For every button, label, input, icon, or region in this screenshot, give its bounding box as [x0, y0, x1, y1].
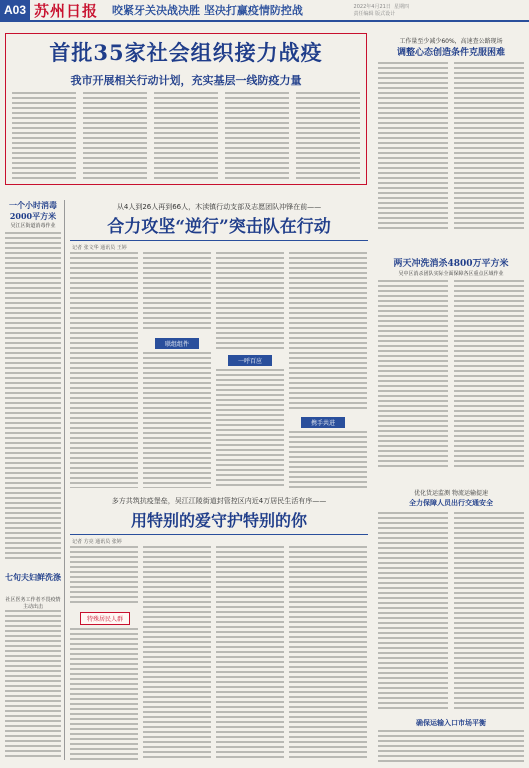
- lower-headline: 用特别的爱守护特别的你: [130, 511, 307, 530]
- right-top-body-2: [454, 62, 524, 232]
- left-column-body-1: [5, 232, 61, 562]
- page-number: A03: [0, 0, 30, 21]
- lead-body-col-4: [225, 92, 289, 180]
- left-column-divider: [64, 200, 65, 760]
- right-lower-headline: 全力保障人员出行交通安全: [409, 498, 493, 507]
- middle-byline: 记者 张文华 通讯员 王婷: [72, 245, 127, 251]
- bottom-right-headline: 确保运输入口市场平衡: [416, 718, 486, 727]
- right-lower-body-1: [378, 512, 448, 712]
- middle-body-col-4: [289, 252, 367, 412]
- right-lower-kicker: 优化货运监测 物流运输提速: [414, 490, 488, 497]
- middle-body-col-4b: [289, 431, 367, 488]
- middle-body-col-3b: [216, 369, 284, 488]
- middle-body-col-2b: [143, 352, 211, 488]
- right-mid-headline: 两天冲洗消杀4800万平方米: [393, 259, 509, 269]
- left-column-subheadline-2: 社区医务工作者不畏疫情主动出击: [5, 597, 61, 610]
- lower-body-col-1: [70, 546, 138, 606]
- left-column-headline-2: 七旬夫妇鲜洗涤: [5, 572, 61, 582]
- lead-body-col-2: [83, 92, 147, 180]
- middle-tag-1: 联组组件: [155, 338, 199, 349]
- dateline: 2022年4月21日 星期四 责任编辑 版式设计: [353, 4, 409, 17]
- lower-headline-rule: [70, 534, 368, 535]
- bottom-right-body: [378, 730, 524, 764]
- right-mid-body-1: [378, 280, 448, 470]
- lead-body-col-1: [12, 92, 76, 180]
- lead-body-col-5: [296, 92, 360, 180]
- lead-subheadline: 我市开展相关行动计划，充实基层一线防疫力量: [70, 74, 302, 87]
- lead-headline: 首批35家社会组织接力战疫: [49, 40, 323, 65]
- lower-tag: 特殊居民人群: [80, 612, 130, 625]
- lower-byline: 记者 方亮 通讯员 张婷: [72, 539, 122, 545]
- left-column-subheadline: 吴江区街道消毒作业: [10, 223, 56, 229]
- middle-tag-3: 携手共进: [301, 417, 345, 428]
- masthead: [0, 0, 529, 22]
- lower-body-col-4: [289, 546, 367, 760]
- middle-headline-rule: [70, 240, 368, 241]
- right-mid-body-2: [454, 280, 524, 470]
- middle-kicker: 从4人到26人再到66人，木渎镇行动支部及志愿团队冲锋在前——: [116, 203, 322, 211]
- lead-story-box: [5, 33, 367, 185]
- middle-body-col-2: [143, 252, 211, 332]
- lower-body-col-3: [216, 546, 284, 760]
- middle-tag-2: 一呼百应: [228, 355, 272, 366]
- lead-body-col-3: [154, 92, 218, 180]
- middle-body-col-1: [70, 252, 138, 488]
- right-lower-body-2: [454, 512, 524, 712]
- middle-headline: 合力攻坚“逆行”突击队在行动: [107, 217, 331, 237]
- middle-body-col-3: [216, 252, 284, 352]
- right-mid-subheadline: 吴中区消杀团队实际全面保障各区重点区域作业: [398, 271, 504, 277]
- newspaper-logo: 苏州日报: [34, 1, 99, 20]
- right-top-headline: 调整心态创造条件克服困难: [396, 48, 505, 58]
- right-top-body-1: [378, 62, 448, 232]
- lower-body-col-2: [143, 546, 211, 760]
- masthead-slogan: 咬紧牙关决战决胜 坚决打赢疫情防控战: [112, 4, 303, 17]
- left-column-headline: 一个小时消毒2000平方米: [9, 200, 57, 221]
- left-column-body-2: [5, 610, 61, 760]
- right-top-kicker: 工作量至少减少60%，高速查公路现场: [399, 38, 503, 45]
- lower-kicker: 多方共筑抗疫堡垒，吴江江陵街道封管控区内近4万居民生活有序——: [111, 497, 327, 505]
- lower-body-col-1b: [70, 628, 138, 760]
